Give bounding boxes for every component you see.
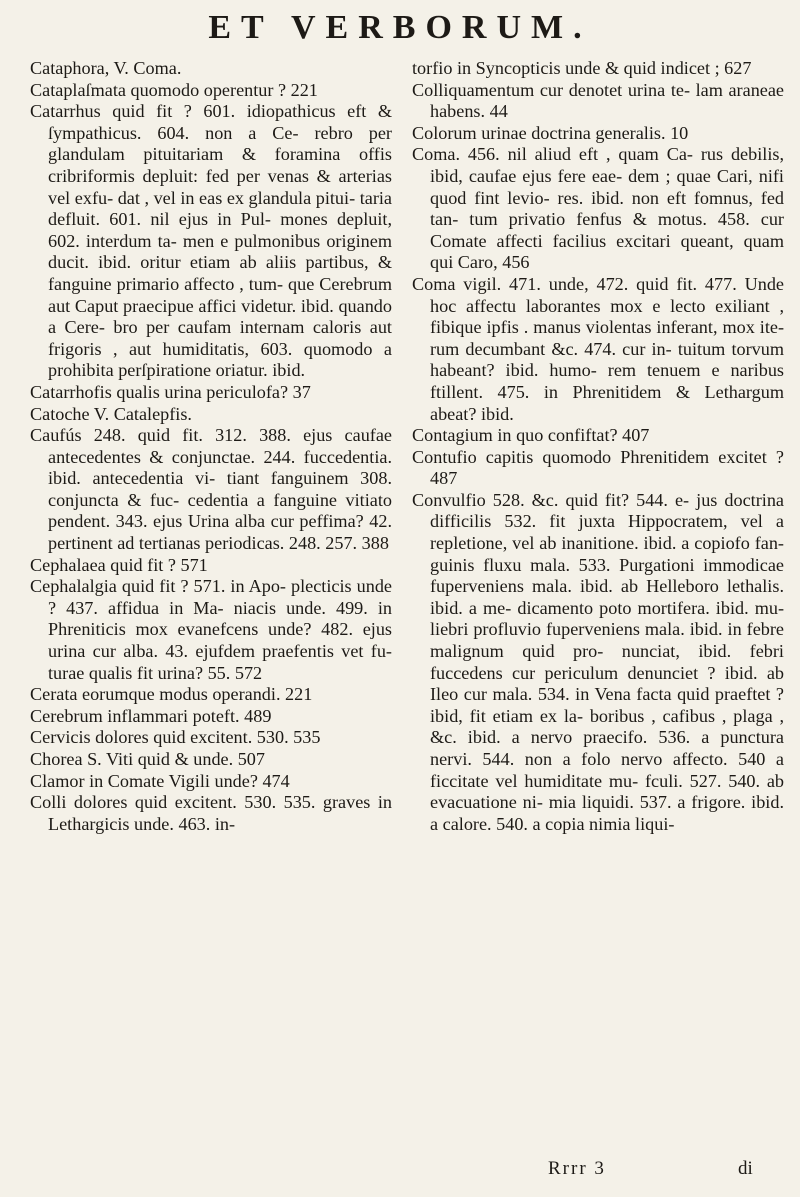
- running-head: ET VERBORUM.: [208, 9, 592, 46]
- index-entry: Contufio capitis quomodo Phrenitidem excitet ? 487: [412, 446, 784, 489]
- index-entry: Catarrhofis qualis urina periculofa? 37: [30, 381, 311, 402]
- index-entry: Chorea S. Viti quid & unde. 507: [30, 749, 265, 769]
- left-column: [30, 58, 392, 835]
- index-entry: Cerata eorumque modus operandi. 221: [30, 684, 313, 705]
- index-entry: Cervicis dolores quid excitent. 530. 535: [30, 727, 321, 748]
- right-column: [412, 58, 784, 835]
- index-entry: Convulfio 528. &c. quid fit? 544. e- jus doctrina difficilis 532. fit juxta Hippocratem, vel a repletione, vel ab inanitione. ibid. a copiofo fan- guinis fluxu mala. 533. Purgationi immodicae fuperveniens mala. ibid. ab Helleboro lethalis. ibid. a me- dicamento poto mortifera. ibid. mu- liebri profluvio fuperveniens mala. ibid. in febre malignum quid pro- nunciat, ibid. febri fuccedens cur periculum denunciet ? ibid. ab Ileo cur mala. 534. in Vena facta quid praeftet ? ibid, fit etiam ex la- boribus , cafibus , plaga , &c. ibid. a nervo praecifo. 536. a punctura nervi. 544. non a folo nervo affecto. 540 a ficcitate vel humiditate mu- fculi. 527. 540. ab evacuatione ni- mia liquidi. 537. a frigore. ibid. a calore. 540. a copia nimia liqui-: [412, 489, 784, 834]
- index-entry: Coma. 456. nil aliud eft , quam Ca- rus debilis, ibid, caufae ejus fere eae- dem ; quae Cari, nifi quod fint levio- res. ibid. non eft fomnus, fed tan- tum privatio fenfus & motus. 458. cur Comate affecti facilius excitari queant, quam qui Caro, 456: [412, 144, 784, 273]
- index-entry: Cephalalgia quid fit ? 571. in Apo- plecticis unde ? 437. affidua in Ma- niacis unde. 499. in Phreniticis mox evanefcens unde? 482. ejus urina cur alba. 43. ejufdem praefentis vet fu- turae qualis fit urina? 55. 572: [30, 576, 392, 683]
- index-entry: Clamor in Comate Vigili unde? 474: [30, 770, 290, 791]
- catchword: di: [738, 1158, 753, 1179]
- index-entry: Cerebrum inflammari poteft. 489: [30, 705, 272, 726]
- index-entry: Colliquamentum cur denotet urina te- lam araneae habens. 44: [412, 79, 784, 122]
- index-entry: Cataphora, V. Coma.: [30, 58, 182, 78]
- index-entry: Cephalaea quid fit ? 571: [30, 554, 208, 575]
- index-entry: Caufús 248. quid fit. 312. 388. ejus caufae antecedentes & conjunctae. 244. fuccedentia. ibid. antecedentia vi- tiant fanguinem 308. conjuncta & fuc- cedentia a fanguine vitiato pendent. 343. ejus Urina alba cur peffima? 42. pertinent ad tertianas periodicas. 248. 257. 388: [30, 425, 392, 554]
- index-entry: Cataplaſmata quomodo operentur ? 221: [30, 79, 318, 100]
- index-entry: Colli dolores quid excitent. 530. 535. graves in Lethargicis unde. 463. in-: [30, 792, 392, 834]
- index-entry: torfio in Syncopticis unde & quid indicet ; 627: [412, 58, 752, 78]
- index-entry: Colorum urinae doctrina generalis. 10: [412, 122, 689, 143]
- index-entry: Coma vigil. 471. unde, 472. quid fit. 477. Unde hoc affectu laborantes mox e lecto exiliant , fibique ipfis . manus violentas inferant, mox ite- rum decumbant &c. 474. cur in- tuitum torvum habeant? ibid. humo- rem tenuem e naribus ftillent. 475. in Phrenitidem & Lethargum abeat? ibid.: [412, 273, 784, 424]
- index-entry: Catarrhus quid fit ? 601. idiopathicus eft & ſympathicus. 604. non a Ce- rebro per glandulam pituitariam & foramina offis cribriformis depluit: fed per venas & arterias vel exfu- dat , vel in eas ex glandula pitui- taria defluit. 601. nil ejus in Pul- mones depluit, 602. interdum ta- men e pulmonibus originem ducit. ibid. oritur etiam ab aliis partibus, & fanguine primario affecto , tum- que Cerebrum aut Caput praecipue affici videtur. ibid. quando a Cere- bro per caufam internam caloris aut frigoris , aut humiditatis, 603. quomodo a prohibita perſpiratione oriatur. ibid.: [30, 101, 392, 381]
- signature-mark: Rrrr 3: [548, 1158, 606, 1179]
- index-entry: Catoche V. Catalepfis.: [30, 403, 192, 424]
- index-entry: Contagium in quo confiftat? 407: [412, 425, 650, 446]
